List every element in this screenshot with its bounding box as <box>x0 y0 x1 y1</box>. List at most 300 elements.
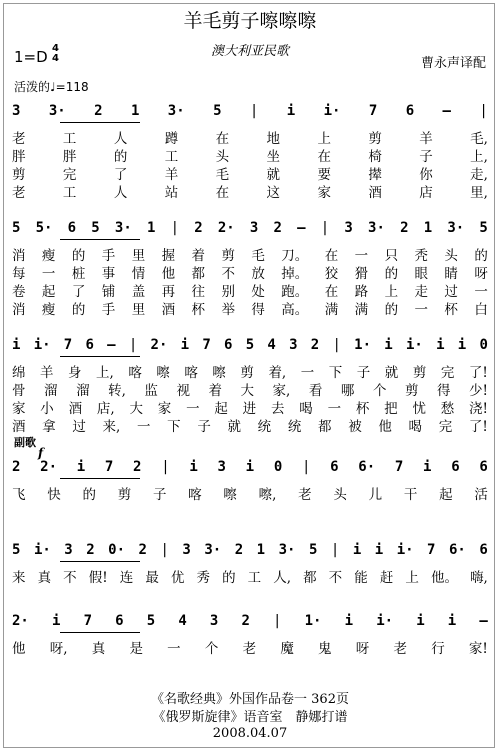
note: 1 <box>423 220 433 236</box>
lyric-syllable: 剪 <box>412 365 427 381</box>
note: 1 <box>146 220 156 236</box>
lyric-line <box>12 263 488 281</box>
lyric-syllable: 剪 <box>404 383 419 399</box>
beam-line <box>60 122 140 123</box>
lyric-syllable: 过 <box>444 284 458 300</box>
lyric-syllable: 子 <box>419 149 433 165</box>
lyric-syllable: 剪 <box>117 487 132 503</box>
lyric-syllable: 在 <box>215 185 230 201</box>
lyric-syllable: 赶 <box>379 570 394 586</box>
lyric-syllable: 拿 <box>42 419 56 435</box>
lyric-syllable: 来 <box>12 570 26 586</box>
lyric-syllable: 瘦 <box>41 302 56 318</box>
lyric-syllable: 家 <box>12 401 26 417</box>
lyric-syllable: 一 <box>354 248 369 264</box>
lyric-line <box>12 299 488 317</box>
lyric-syllable: 在 <box>324 248 339 264</box>
note: 7 <box>63 337 73 353</box>
note: 2 <box>273 220 282 236</box>
note: 4 <box>267 337 276 353</box>
note: i <box>384 337 393 353</box>
lyric-syllable: 在 <box>324 284 339 300</box>
lyric-syllable: 是 <box>129 641 143 657</box>
lyric-syllable: 店, <box>96 401 115 417</box>
lyric-syllable: 卷 <box>12 284 26 300</box>
note: 2 <box>194 220 203 236</box>
lyric-syllable: 人 <box>113 185 128 201</box>
lyric-syllable: 完 <box>438 419 453 435</box>
lyric-syllable: 杯 <box>191 302 206 318</box>
lyric-syllable: 剪 <box>221 248 235 264</box>
lyric-syllable: 被 <box>348 419 362 435</box>
lyric-syllable: 眼 <box>414 266 428 282</box>
lyric-syllable: 喀 <box>128 365 142 381</box>
lyric-line <box>12 146 488 164</box>
lyric-syllable: 浇! <box>469 401 488 417</box>
note: 7 <box>394 459 404 475</box>
note: – <box>297 220 306 236</box>
note: 2· <box>12 613 29 629</box>
lyric-syllable: 就 <box>227 419 241 435</box>
lyric-syllable: 秀 <box>196 570 210 586</box>
lyric-syllable: 羊 <box>40 365 54 381</box>
lyric-syllable: 能 <box>354 570 368 586</box>
lyric-syllable: 下 <box>167 419 181 435</box>
lyric-syllable: 白 <box>474 302 488 318</box>
lyric-syllable: 活 <box>474 487 488 503</box>
section-label: 副歌 <box>14 436 36 449</box>
beam-line <box>60 356 140 357</box>
note: i <box>436 337 445 353</box>
barline: | <box>320 220 330 236</box>
note: 3 <box>209 613 219 629</box>
lyric-syllable: 他 <box>12 641 26 657</box>
note: 3 <box>12 103 21 119</box>
barline: | <box>273 613 282 629</box>
lyric-syllable: 头 <box>215 149 230 165</box>
lyric-syllable: 个 <box>204 641 219 657</box>
lyric-syllable: 剪 <box>368 131 382 147</box>
lyric-syllable: 撵 <box>368 167 382 183</box>
lyric-syllable: 跑。 <box>281 284 309 300</box>
note: 6 <box>451 459 460 475</box>
lyric-syllable: 小 <box>40 401 54 417</box>
note: 6 <box>224 337 233 353</box>
lyric-syllable: 工 <box>62 185 77 201</box>
note: 3· <box>114 220 132 236</box>
barline: | <box>160 542 169 558</box>
lyric-syllable: 瘦 <box>41 248 56 264</box>
lyric-syllable: 转, <box>108 383 126 399</box>
time-signature-bottom: 4 <box>52 53 59 64</box>
lyric-syllable: 愁 <box>440 401 455 417</box>
note: i <box>245 459 255 475</box>
note: 5 <box>146 613 156 629</box>
lyric-syllable: 上, <box>470 149 488 165</box>
lyric-syllable: 看 <box>308 383 323 399</box>
lyric-syllable: 老 <box>242 641 257 657</box>
lyric-syllable: 你 <box>419 167 433 183</box>
lyric-line <box>12 484 488 502</box>
lyric-syllable: 毛, <box>470 131 488 147</box>
lyric-line <box>12 362 488 380</box>
lyric-syllable: 走 <box>414 284 428 300</box>
lyric-syllable: 老 <box>298 487 312 503</box>
lyric-syllable: 酒 <box>12 419 26 435</box>
notation-line <box>12 454 488 480</box>
lyric-syllable: 就 <box>266 167 281 183</box>
key-signature: 1=D <box>14 48 48 66</box>
note: 3 <box>344 220 353 236</box>
lyric-syllable: 哪 <box>340 383 355 399</box>
lyric-syllable: 家 <box>317 185 331 201</box>
note: 5 <box>245 337 255 353</box>
lyric-syllable: 里, <box>470 185 488 201</box>
lyric-syllable: 消 <box>12 302 26 318</box>
lyric-syllable: 满 <box>324 302 339 318</box>
lyric-syllable: 一 <box>167 641 181 657</box>
lyric-syllable: 喀 <box>188 487 202 503</box>
lyric-syllable: 上 <box>317 131 331 147</box>
lyric-syllable: 飞 <box>12 487 26 503</box>
lyric-syllable: 都 <box>303 570 317 586</box>
note: i <box>457 337 467 353</box>
lyric-syllable: 了 <box>71 284 86 300</box>
note: – <box>107 337 116 353</box>
lyric-syllable: 头 <box>333 487 347 503</box>
note: 2 <box>94 103 103 119</box>
lyric-syllable: 毛 <box>251 248 265 264</box>
lyric-syllable: 子 <box>197 419 211 435</box>
lyric-syllable: 大 <box>240 383 255 399</box>
lyric-syllable: 忧 <box>412 401 426 417</box>
lyric-syllable: 骨 <box>12 383 26 399</box>
lyric-syllable: 就 <box>384 365 399 381</box>
lyric-syllable: 站 <box>164 185 179 201</box>
lyric-syllable: 的 <box>82 487 96 503</box>
lyric-syllable: 手 <box>101 302 116 318</box>
lyric-syllable: 老 <box>12 131 26 147</box>
note: 1 <box>256 542 266 558</box>
lyric-syllable: 他 <box>378 419 392 435</box>
lyric-line <box>12 398 488 416</box>
lyric-syllable: 杯 <box>355 401 370 417</box>
lyric-syllable: 行 <box>431 641 445 657</box>
note: 3 <box>182 542 191 558</box>
lyric-syllable: 店 <box>419 185 433 201</box>
lyric-syllable: 上, <box>96 365 114 381</box>
lyric-syllable: 里 <box>131 302 146 318</box>
note: – <box>442 103 451 119</box>
arranger-credit: 曹永声译配 <box>420 56 486 71</box>
lyric-syllable: 了! <box>468 365 488 381</box>
lyric-syllable: 得 <box>251 302 265 318</box>
note: 2 <box>400 220 409 236</box>
lyric-syllable: 的 <box>474 248 488 264</box>
note: i· <box>33 542 51 558</box>
note: 7 <box>427 542 436 558</box>
lyric-syllable: 老 <box>12 185 26 201</box>
lyric-syllable: 把 <box>384 401 398 417</box>
note: 7 <box>202 337 211 353</box>
lyric-syllable: 嚓 <box>156 365 170 381</box>
beam-line <box>60 632 140 633</box>
lyric-syllable: 的 <box>113 149 128 165</box>
lyric-syllable: 胖 <box>12 149 26 165</box>
note: 5 <box>91 220 100 236</box>
lyric-syllable: 一 <box>414 302 428 318</box>
note: 3 <box>64 542 73 558</box>
lyric-syllable: 完 <box>440 365 455 381</box>
lyric-syllable: 得 <box>437 383 451 399</box>
lyric-syllable: 子 <box>356 365 371 381</box>
notation-line <box>12 215 488 241</box>
lyric-syllable: 满 <box>354 302 369 318</box>
lyric-syllable: 的 <box>71 302 86 318</box>
note: i· <box>376 613 394 629</box>
lyric-syllable: 呀, <box>49 641 68 657</box>
lyric-syllable: 一 <box>474 284 488 300</box>
note: 3 <box>217 459 226 475</box>
lyric-syllable: 家, <box>272 383 291 399</box>
lyric-syllable: 铺 <box>101 284 116 300</box>
lyric-syllable: 监 <box>144 383 158 399</box>
note: 6 <box>115 613 124 629</box>
note: – <box>479 613 488 629</box>
lyric-syllable: 着 <box>191 248 206 264</box>
note: 5 <box>479 220 488 236</box>
lyric-syllable: 呀 <box>474 266 488 282</box>
lyric-syllable: 剪 <box>12 167 26 183</box>
barline: | <box>249 103 259 119</box>
lyric-syllable: 毛 <box>215 167 230 183</box>
note: 2 <box>241 613 250 629</box>
note: 5· <box>35 220 53 236</box>
lyric-syllable: 进 <box>242 401 257 417</box>
note: i <box>447 613 457 629</box>
lyric-syllable: 去 <box>270 401 285 417</box>
lyric-syllable: 要 <box>317 167 331 183</box>
lyric-syllable: 溜 <box>44 383 58 399</box>
notation-line <box>12 332 488 358</box>
note: 7 <box>368 103 378 119</box>
lyric-line <box>12 567 488 585</box>
lyric-syllable: 家! <box>468 641 488 657</box>
lyric-syllable: 优 <box>170 570 185 586</box>
lyric-syllable: 在 <box>215 131 230 147</box>
note: 3· <box>48 103 66 119</box>
notation-line <box>12 537 488 563</box>
lyric-syllable: 喝 <box>408 419 423 435</box>
lyric-syllable: 儿 <box>368 487 383 503</box>
lyric-syllable: 工 <box>62 131 77 147</box>
barline: | <box>170 220 180 236</box>
lyric-syllable: 杯 <box>444 302 458 318</box>
note: 3 <box>289 337 298 353</box>
lyric-syllable: 这 <box>266 185 281 201</box>
note: 0 <box>273 459 283 475</box>
beam-line <box>60 478 140 479</box>
lyric-line <box>12 281 488 299</box>
note: 6 <box>479 542 488 558</box>
lyric-syllable: 最 <box>145 570 159 586</box>
lyric-syllable: 往 <box>191 284 206 300</box>
lyric-syllable: 起 <box>41 284 56 300</box>
lyric-syllable: 子 <box>152 487 167 503</box>
lyric-syllable: 的 <box>384 266 399 282</box>
lyric-syllable: 酒 <box>161 302 176 318</box>
note: 2· <box>150 337 168 353</box>
lyric-syllable: 了! <box>468 419 488 435</box>
lyric-syllable: 的 <box>222 570 236 586</box>
lyric-syllable: 椅 <box>368 149 382 165</box>
time-signature-top: 4 <box>52 43 59 54</box>
lyric-syllable: 一 <box>327 401 342 417</box>
barline: | <box>332 337 341 353</box>
note: 6 <box>479 459 488 475</box>
lyric-line <box>12 380 488 398</box>
note: i <box>344 613 354 629</box>
note: 5 <box>308 542 318 558</box>
note: 2· <box>40 459 58 475</box>
note: i <box>374 542 384 558</box>
note: i <box>286 103 296 119</box>
note: i <box>12 337 21 353</box>
lyric-syllable: 上 <box>405 570 419 586</box>
lyric-syllable: 羊 <box>164 167 179 183</box>
lyric-syllable: 别 <box>221 284 235 300</box>
note: i <box>76 459 86 475</box>
lyric-syllable: 刀。 <box>281 248 309 264</box>
note: 2 <box>234 542 244 558</box>
note: 6· <box>358 459 376 475</box>
note: i <box>52 613 61 629</box>
note: 7 <box>104 459 114 475</box>
note: 5 <box>213 103 222 119</box>
note: 2 <box>310 337 320 353</box>
beam-line <box>60 239 140 240</box>
lyric-syllable: 情 <box>131 266 146 282</box>
lyric-syllable: 真 <box>91 641 106 657</box>
lyric-syllable: 每 <box>12 266 26 282</box>
lyric-syllable: 嚓 <box>212 365 226 381</box>
lyric-syllable: 嗨, <box>470 570 488 586</box>
note: 3· <box>447 220 465 236</box>
lyric-syllable: 起 <box>214 401 228 417</box>
note: 3· <box>368 220 385 236</box>
lyric-syllable: 上 <box>384 284 399 300</box>
lyric-syllable: 高。 <box>281 302 309 318</box>
lyric-syllable: 只 <box>384 248 399 264</box>
lyric-syllable: 下 <box>328 365 343 381</box>
lyric-syllable: 他。 <box>430 570 458 586</box>
footer-date: 2008.04.07 <box>212 726 288 741</box>
note: i <box>189 459 198 475</box>
lyric-syllable: 统 <box>257 419 272 435</box>
lyric-syllable: 干 <box>403 487 418 503</box>
lyric-syllable: 头 <box>444 248 458 264</box>
lyric-syllable: 老 <box>393 641 407 657</box>
lyric-syllable: 手 <box>101 248 116 264</box>
lyric-line <box>12 182 488 200</box>
tempo-marking: 活泼的♩=118 <box>14 80 89 94</box>
lyric-syllable: 路 <box>354 284 369 300</box>
note: i· <box>323 103 341 119</box>
lyric-syllable: 秃 <box>414 248 428 264</box>
lyric-syllable: 起 <box>439 487 453 503</box>
barline: | <box>161 459 170 475</box>
lyric-syllable: 都 <box>191 266 206 282</box>
lyric-line <box>12 164 488 182</box>
lyric-syllable: 工 <box>247 570 262 586</box>
lyric-line <box>12 416 488 434</box>
note: i <box>180 337 190 353</box>
barline: | <box>330 542 340 558</box>
footer-credit: 《俄罗斯旋律》语音室 静娜打谱 <box>152 710 348 725</box>
lyric-syllable: 一 <box>136 419 151 435</box>
lyric-syllable: 里 <box>131 248 146 264</box>
lyric-syllable: 假! <box>88 570 108 586</box>
lyric-syllable: 人, <box>273 570 292 586</box>
lyric-syllable: 真 <box>37 570 52 586</box>
song-title: 羊毛剪子嚓嚓嚓 <box>183 10 317 32</box>
lyric-syllable: 一 <box>186 401 200 417</box>
note: i <box>423 459 432 475</box>
note: 1· <box>354 337 372 353</box>
lyric-syllable: 走, <box>470 167 488 183</box>
dynamic-marking: f <box>38 446 44 460</box>
lyric-syllable: 在 <box>317 149 331 165</box>
beam-line <box>60 561 140 562</box>
note: 1· <box>304 613 322 629</box>
note: 7 <box>83 613 93 629</box>
lyric-syllable: 身 <box>68 365 82 381</box>
lyric-syllable: 一 <box>41 266 56 282</box>
note: 3 <box>249 220 259 236</box>
lyric-syllable: 都 <box>318 419 332 435</box>
lyric-syllable: 消 <box>12 248 26 264</box>
lyric-syllable: 着 <box>208 383 222 399</box>
note: 0· <box>108 542 126 558</box>
lyric-syllable: 再 <box>161 284 176 300</box>
lyric-syllable: 举 <box>221 302 235 318</box>
lyric-syllable: 工 <box>164 149 179 165</box>
lyric-syllable: 鬼 <box>318 641 332 657</box>
lyric-syllable: 喝 <box>299 401 313 417</box>
lyric-syllable: 狡 <box>324 266 339 282</box>
lyric-syllable: 不 <box>328 570 343 586</box>
lyric-syllable: 着, <box>268 365 287 381</box>
note: i <box>352 542 362 558</box>
lyric-syllable: 来, <box>102 419 121 435</box>
lyric-syllable: 完 <box>62 167 77 183</box>
lyric-syllable: 掉。 <box>281 266 309 282</box>
lyric-syllable: 坐 <box>266 149 281 165</box>
lyric-syllable: 地 <box>266 131 281 147</box>
lyric-syllable: 了 <box>113 167 128 183</box>
time-signature <box>52 44 59 64</box>
notation-line <box>12 608 488 634</box>
lyric-syllable: 他 <box>161 266 176 282</box>
lyric-syllable: 不 <box>63 570 77 586</box>
lyric-syllable: 握 <box>161 248 176 264</box>
lyric-syllable: 剪 <box>240 365 254 381</box>
lyric-syllable: 猾 <box>354 266 369 282</box>
lyric-syllable: 盖 <box>131 284 146 300</box>
note: 6 <box>330 459 339 475</box>
notation-line <box>12 98 488 124</box>
note: 2 <box>86 542 95 558</box>
